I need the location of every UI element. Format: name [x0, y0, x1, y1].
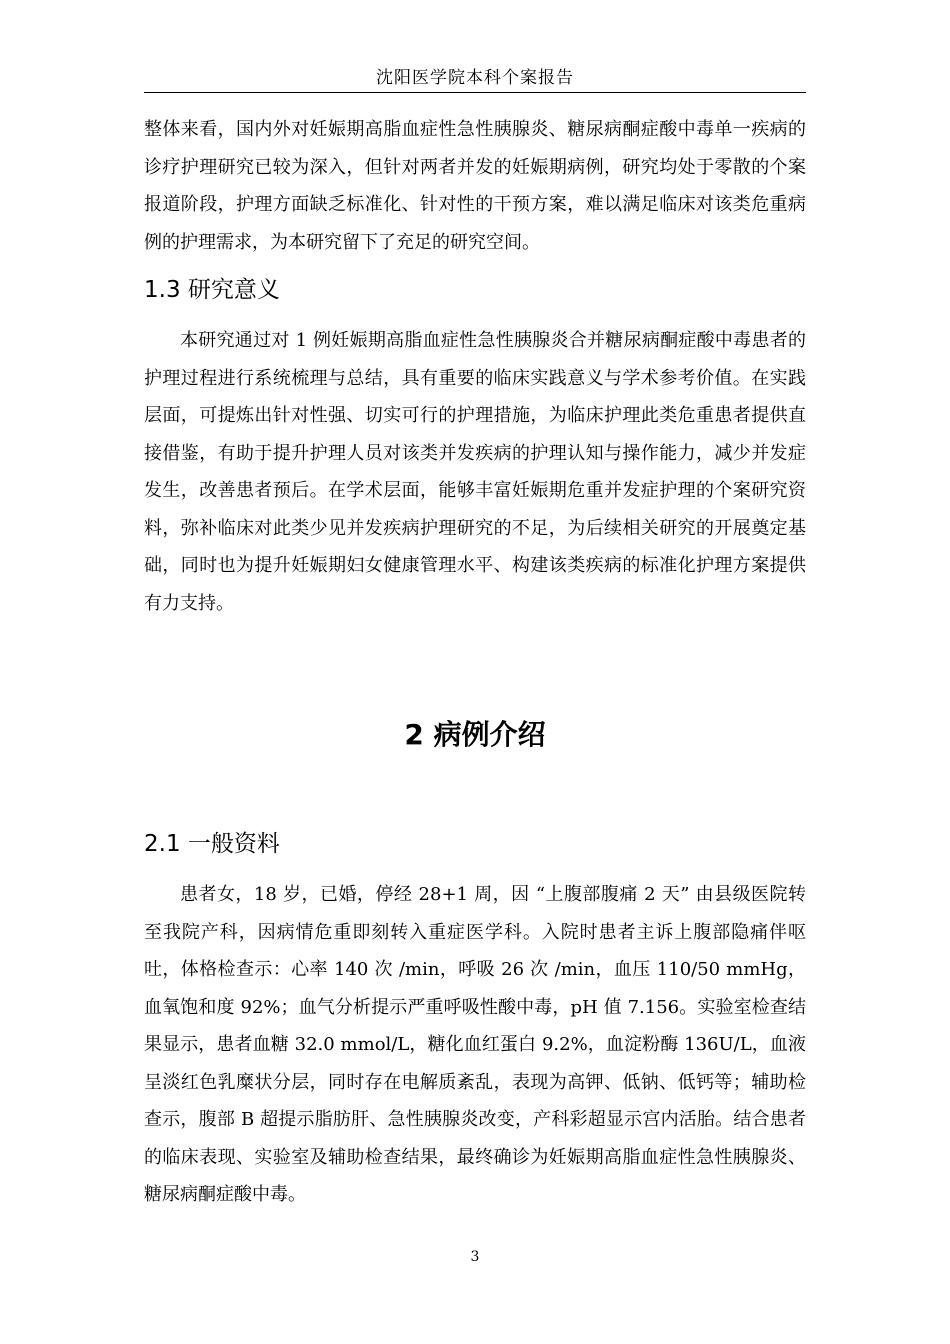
page-number: 3 [470, 1249, 480, 1265]
section-2-1-paragraph: 患者女，18 岁，已婚，停经 28+1 周，因 “上腹部腹痛 2 天” 由县级医院转至我院产科，因病情危重即刻转入重症医学科。入院时患者主诉上腹部隐痛伴呕吐，体格检查示：心率 140 次 /min，呼吸 26 次 /min，血压 110/50 mmHg，血氧饱和度 92%；血气分析提示严重呼吸性酸中毒，pH 值 7.156。实验室检查结果显示，患者血糖 32.0 mmol/L，糖化血红蛋白 9.2%，血淀粉酶 136U/L，血液呈淡红色乳糜状分层，同时存在电解质紊乱，表现为高钾、低钠、低钙等；辅助检查示，腹部 B 超提示脂肪肝、急性胰腺炎改变，产科彩超显示宫内活胎。结合患者的临床表现、实验室及辅助检查结果，最终确诊为妊娠期高脂血症性急性胰腺炎、糖尿病酮症酸中毒。 [144, 884, 806, 1205]
intro-paragraph: 整体来看，国内外对妊娠期高脂血症性急性胰腺炎、糖尿病酮症酸中毒单一疾病的诊疗护理研究已较为深入，但针对两者并发的妊娠期病例，研究均处于零散的个案报道阶段，护理方面缺乏标准化、针对性的干预方案，难以满足临床对该类危重病例的护理需求，为本研究留下了充足的研究空间。 [144, 119, 806, 253]
header-rule [144, 92, 806, 93]
running-header: 沈阳医学院本科个案报告 [376, 68, 574, 88]
section-heading-2-1: 2.1 一般资料 [144, 831, 280, 857]
chapter-heading-2: 2 病例介绍 [404, 718, 546, 751]
section-heading-1-3: 1.3 研究意义 [144, 277, 280, 303]
section-1-3-paragraph: 本研究通过对 1 例妊娠期高脂血症性急性胰腺炎合并糖尿病酮症酸中毒患者的护理过程进行系统梳理与总结，具有重要的临床实践意义与学术参考价值。在实践层面，可提炼出针对性强、切实可行的护理措施，为临床护理此类危重患者提供直接借鉴，有助于提升护理人员对该类并发疾病的护理认知与操作能力，减少并发症发生，改善患者预后。在学术层面，能够丰富妊娠期危重并发症护理的个案研究资料，弥补临床对此类少见并发疾病护理研究的不足，为后续相关研究的开展奠定基础，同时也为提升妊娠期妇女健康管理水平、构建该类疾病的标准化护理方案提供有力支持。 [144, 330, 806, 614]
